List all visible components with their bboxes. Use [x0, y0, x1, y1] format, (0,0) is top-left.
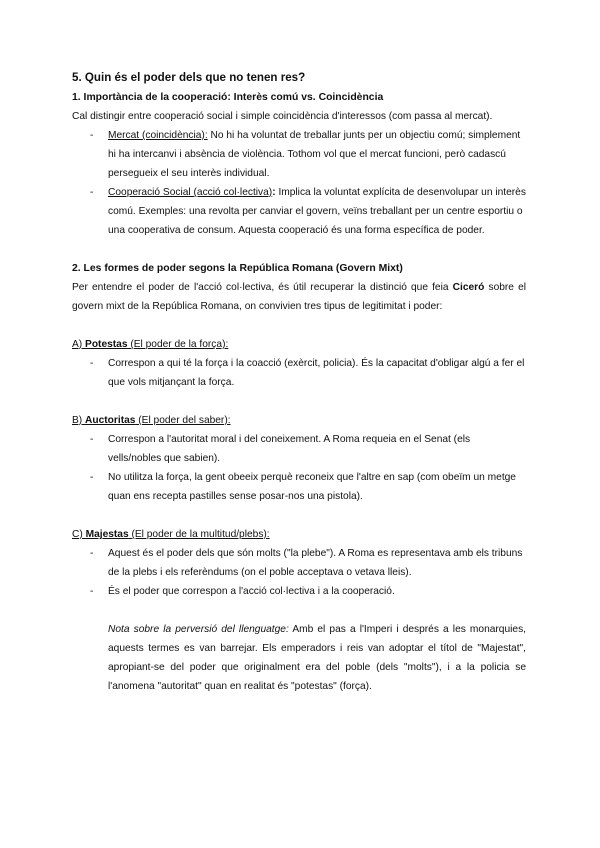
majestas-name: Majestas: [85, 529, 129, 540]
dash-bullet: -: [90, 434, 94, 445]
dash-bullet: -: [90, 130, 94, 141]
auctoritas-name: Auctoritas: [85, 415, 136, 426]
list-item: [72, 468, 526, 506]
section-2-intro: [72, 278, 526, 316]
term-colon: :: [272, 187, 276, 198]
section-1-list: [72, 126, 526, 240]
potestas-desc: (El poder de la força):: [127, 339, 229, 350]
majestas-letter: C): [72, 529, 86, 540]
intro-text-after: sobre el govern mixt de la República Romana, on convivien tres tipus de legitimitat i poder:: [72, 282, 526, 312]
list-item: [72, 544, 526, 582]
ciceró-name: Ciceró: [452, 282, 485, 293]
potestas-name: Potestas: [85, 339, 128, 350]
dash-bullet: -: [90, 548, 94, 559]
dash-bullet: -: [90, 586, 94, 597]
auctoritas-item-text: No utilitza la força, la gent obeeix perquè reconeix que l'altre en sap (com obeïm un metge quan ens recepta pastilles sense posar-nos una pistola).: [108, 472, 516, 502]
note-text: Amb el pas a l'Imperi i després a les monarquies, aquests termes es van barrejar. Els emperadors i reis van adoptar el títol de "Majestat", apropiant-se del poder que originalment era del poble (dels "molts"), i a la policia se l'anomena "autoritat" quan en realitat és "potestas" (força).: [108, 624, 526, 692]
dash-bullet: -: [90, 472, 94, 483]
majestas-list: [72, 544, 526, 601]
section-1-intro: Cal distingir entre cooperació social i simple coincidència d'interessos (com passa al mercat).: [72, 111, 493, 122]
majestas-item-text: És el poder que correspon a l'acció col·lectiva i a la cooperació.: [108, 586, 395, 597]
text-cooperacio: Implica la voluntat explícita de desenvolupar un interès comú. Exemples: una revolta per canviar el govern, veïns treballant per un centre esportiu o una cooperativa de consum. Aquesta cooperació és una forma específica de poder.: [108, 187, 526, 236]
list-item-mercat: [72, 126, 526, 183]
auctoritas-list: [72, 430, 526, 506]
dash-bullet: -: [90, 358, 94, 369]
text-mercat: No hi ha voluntat de treballar junts per un objectiu comú; simplement hi ha intercanvi i absència de violència. Tothom vol que el mercat funcioni, però cadascú persegueix el seu interès individual.: [108, 130, 521, 179]
auctoritas-item-text: Correspon a l'autoritat moral i del coneixement. A Roma requeia en el Senat (els vells/nobles que sabien).: [108, 434, 471, 464]
auctoritas-desc: (El poder del saber):: [135, 415, 231, 426]
potestas-letter: A): [72, 339, 86, 350]
page-title: 5. Quin és el poder dels que no tenen res?: [72, 71, 306, 84]
term-mercat: Mercat (coincidència):: [108, 130, 208, 141]
majestas-desc: (El poder de la multitud/plebs):: [128, 529, 270, 540]
majestas-item-text: Aquest és el poder dels que són molts ("la plebe"). A Roma es representava amb els tribuns de la plebs i els referèndums (on el poble acceptava o vetava lleis).: [108, 548, 523, 578]
majestas-heading: [72, 525, 526, 544]
auctoritas-letter: B): [72, 415, 86, 426]
intro-text-before: Per entendre el poder de l'acció col·lectiva, és útil recuperar la distinció que feia: [72, 282, 453, 293]
potestas-list: [72, 354, 526, 392]
auctoritas-heading: [72, 411, 526, 430]
dash-bullet: -: [90, 187, 94, 198]
document-page: [72, 68, 526, 696]
list-item: [72, 582, 526, 601]
section-1-heading: 1. Importància de la cooperació: Interès comú vs. Coincidència: [72, 92, 384, 103]
term-cooperacio: Cooperació Social (acció col·lectiva): [108, 187, 273, 198]
list-item-cooperacio: [72, 183, 526, 240]
list-item: [72, 354, 526, 392]
section-2-heading: 2. Les formes de poder segons la República Romana (Govern Mixt): [72, 263, 403, 274]
potestas-item-text: Correspon a qui té la força i la coacció (exèrcit, policia). És la capacitat d'obligar algú a fer el que vols mitjançant la força.: [108, 358, 525, 388]
potestas-heading: [72, 335, 526, 354]
list-item: [72, 430, 526, 468]
language-note: [72, 620, 526, 696]
note-label: Nota sobre la perversió del llenguatge:: [108, 624, 289, 635]
